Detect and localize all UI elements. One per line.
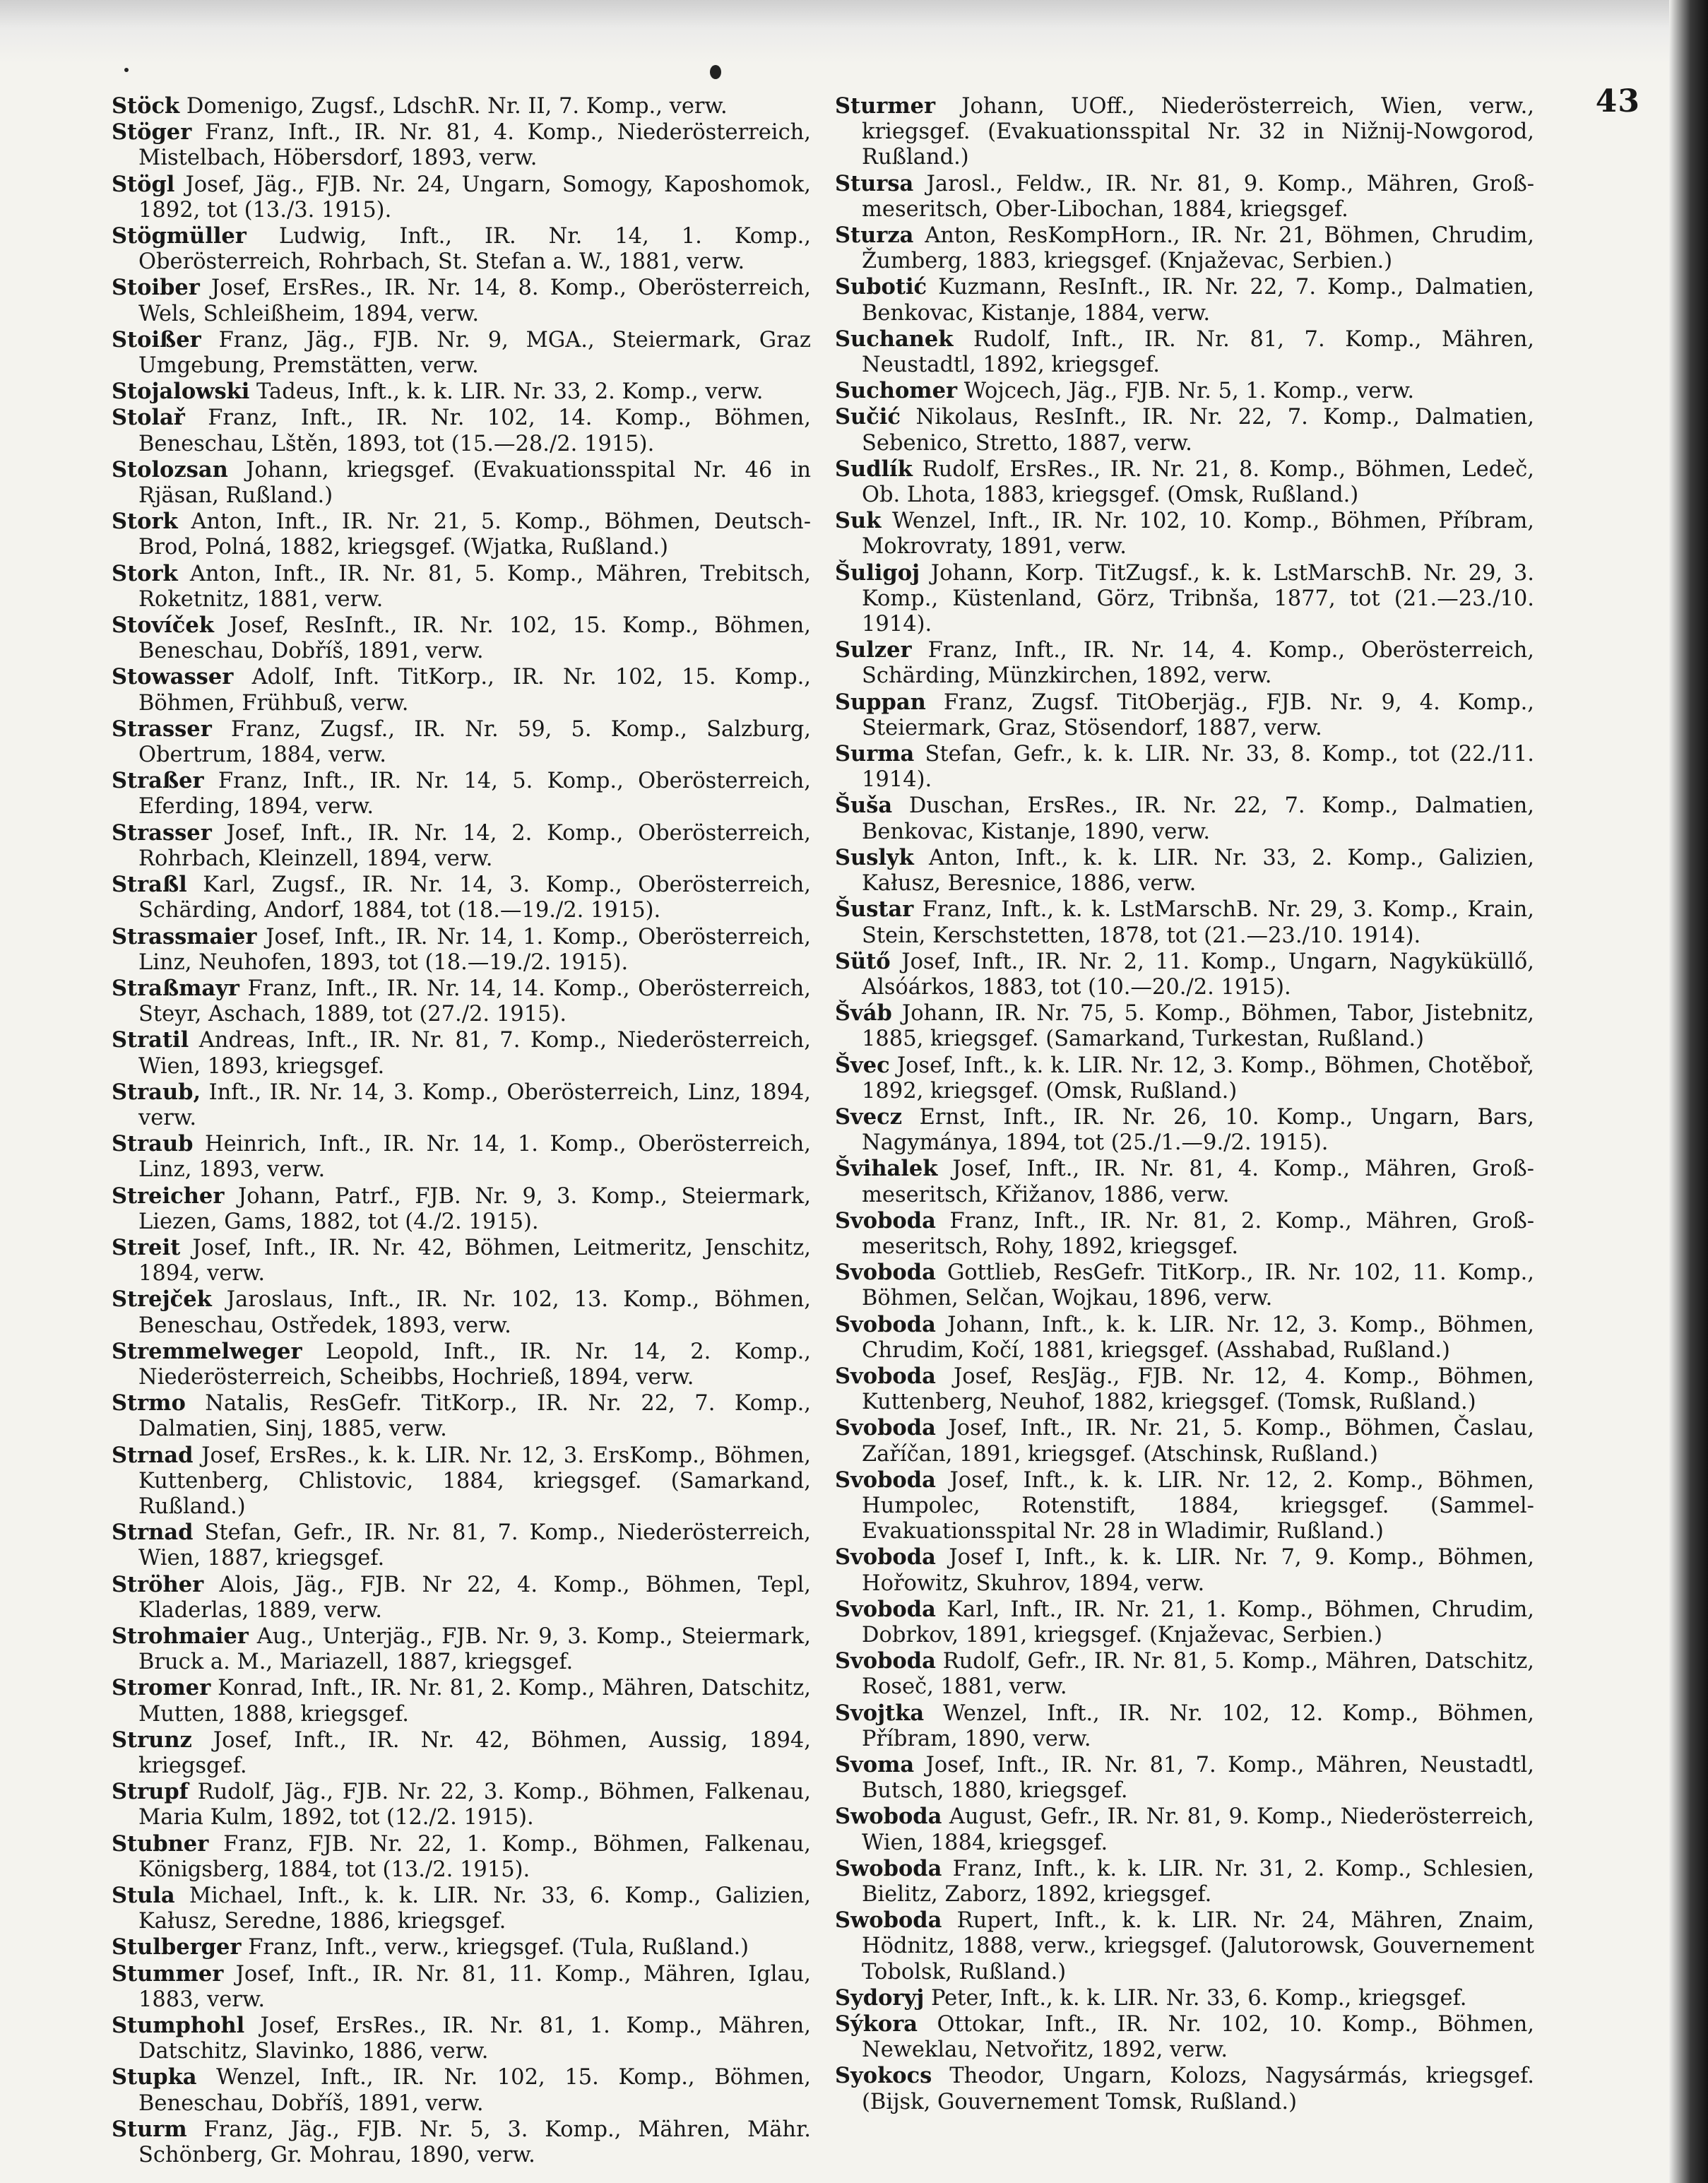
entry-surname: Suchanek xyxy=(835,326,954,352)
entry-details: Franz, Inft., IR. Nr. 14, 4. Komp., Oberösterreich, Schärding, Münzkirchen, 1892, verw. xyxy=(862,638,1534,689)
register-entry xyxy=(112,1339,811,1390)
entry-surname: Syokocs xyxy=(835,2063,932,2089)
entry-details: Josef, Inft., IR. Nr. 14, 2. Komp., Oberösterreich, Rohrbach, Kleinzell, 1894, verw. xyxy=(138,820,811,871)
register-entry xyxy=(112,1779,811,1830)
entry-surname: Stursa xyxy=(835,170,914,196)
register-entry xyxy=(835,1156,1534,1207)
entry-surname: Straßer xyxy=(112,768,204,794)
register-entry xyxy=(835,1104,1534,1156)
entry-details: Josef, Inft., IR. Nr. 2, 11. Komp., Ungarn, Nagyküküllő, Alsóárkos, 1883, tot (10.—20./2. 1915). xyxy=(862,949,1534,1000)
entry-details: Theodor, Ungarn, Kolozs, Nagysármás, kriegsgef. (Bijsk, Gouvernement Tomsk, Rußland.) xyxy=(862,2064,1534,2114)
entry-details: Domenigo, Zugsf., LdschR. Nr. II, 7. Komp., verw. xyxy=(186,94,728,119)
entry-surname: Svoboda xyxy=(835,1467,936,1493)
entry-surname: Šváb xyxy=(835,1000,892,1027)
entry-surname: Suchomer xyxy=(835,378,958,404)
entry-details: Wenzel, Inft., IR. Nr. 102, 15. Komp., Böhmen, Beneschau, Dobříš, 1891, verw. xyxy=(138,2065,811,2116)
entry-surname: Stork xyxy=(112,560,178,586)
register-entry xyxy=(112,1675,811,1727)
register-entry xyxy=(112,379,811,405)
register-entry xyxy=(112,1079,811,1131)
entry-details: Josef, ErsRes., k. k. LIR. Nr. 12, 3. ErsKomp., Böhmen, Kuttenberg, Chlistovic, 1884, kriegsgef. (Samarkand, Rußland.) xyxy=(138,1443,811,1519)
register-entry xyxy=(112,327,811,379)
entry-surname: Sudlík xyxy=(835,456,913,482)
entry-surname: Strasser xyxy=(112,716,212,742)
entry-details: Rudolf, Gefr., IR. Nr. 81, 5. Komp., Mähren, Datschitz, Roseč, 1881, verw. xyxy=(862,1649,1534,1700)
entry-surname: Sučić xyxy=(835,404,901,430)
register-entry xyxy=(835,404,1534,456)
entry-details: Ottokar, Inft., IR. Nr. 102, 10. Komp., Böhmen, Neweklau, Netvořitz, 1892, verw. xyxy=(862,2012,1534,2063)
register-entry xyxy=(835,1544,1534,1596)
register-entry xyxy=(112,768,811,820)
right-column xyxy=(835,93,1534,2115)
entry-details: Franz, Inft., IR. Nr. 14, 14. Komp., Oberösterreich, Steyr, Aschach, 1889, tot (27./2. 1915). xyxy=(138,976,811,1027)
register-entry xyxy=(112,2013,811,2064)
entry-details: Aug., Unterjäg., FJB. Nr. 9, 3. Komp., Steiermark, Bruck a. M., Mariazell, 1887, kriegsgef. xyxy=(138,1623,811,1675)
entry-surname: Strohmaier xyxy=(112,1623,249,1649)
register-entry xyxy=(835,1648,1534,1700)
entry-details: Stefan, Gefr., IR. Nr. 81, 7. Komp., Niederösterreich, Wien, 1887, kriegsgef. xyxy=(138,1520,812,1571)
entry-surname: Stolař xyxy=(112,405,185,431)
entry-details: Rudolf, Inft., IR. Nr. 81, 7. Komp., Mähren, Neustadtl, 1892, kriegsgef. xyxy=(862,326,1534,378)
entry-surname: Strunz xyxy=(112,1727,192,1753)
entry-details: Adolf, Inft. TitKorp., IR. Nr. 102, 15. Komp., Böhmen, Frühbuß, verw. xyxy=(138,665,811,716)
entry-surname: Svojtka xyxy=(835,1700,925,1726)
entry-details: Michael, Inft., k. k. LIR. Nr. 33, 6. Komp., Galizien, Kałusz, Seredne, 1886, kriegsgef. xyxy=(138,1883,811,1934)
entry-surname: Sütő xyxy=(835,948,891,974)
register-entry xyxy=(112,1934,811,1960)
register-entry xyxy=(112,509,811,560)
entry-details: Josef, Inft., k. k. LIR. Nr. 12, 2. Komp., Böhmen, Humpolec, Rotenstift, 1884, kriegsgef. (Sammel-Evakuationsspital Nr. 28 in Wladimir, Rußland.) xyxy=(862,1467,1535,1544)
entry-surname: Stowasser xyxy=(112,664,234,690)
entry-surname: Stoiber xyxy=(112,275,200,301)
entry-surname: Sýkora xyxy=(835,2011,918,2037)
entry-details: Anton, Inft., IR. Nr. 81, 5. Komp., Mähren, Trebitsch, Roketnitz, 1881, verw. xyxy=(138,561,811,612)
entry-details: Natalis, ResGefr. TitKorp., IR. Nr. 22, 7. Komp., Dalmatien, Sinj, 1885, verw. xyxy=(138,1391,811,1442)
entry-details: Franz, Inft., IR. Nr. 81, 2. Komp., Mähren, Groß-meseritsch, Rohy, 1892, kriegsgef. xyxy=(862,1208,1535,1259)
entry-surname: Stolozsan xyxy=(112,456,228,483)
entry-details: Alois, Jäg., FJB. Nr 22, 4. Komp., Böhmen, Tepl, Kladerlas, 1889, verw. xyxy=(138,1572,811,1623)
entry-details: Franz, Inft., verw., kriegsgef. (Tula, Rußland.) xyxy=(248,1935,749,1960)
entry-surname: Stöck xyxy=(112,93,180,119)
register-entry xyxy=(835,1053,1534,1104)
entry-details: Jaroslaus, Inft., IR. Nr. 102, 13. Komp., Böhmen, Beneschau, Ostředek, 1893, verw. xyxy=(138,1287,811,1338)
entry-details: Josef, ResJäg., FJB. Nr. 12, 4. Komp., Böhmen, Kuttenberg, Neuhof, 1882, kriegsgef. (Tomsk, Rußland.) xyxy=(862,1363,1534,1415)
entry-surname: Streit xyxy=(112,1234,181,1260)
register-entry xyxy=(835,1985,1534,2011)
entry-details: Johann, UOff., Niederösterreich, Wien, verw., kriegsgef. (Evakuationsspital Nr. 32 in Nižnij-Nowgorod, Rußland.) xyxy=(862,94,1534,170)
entry-surname: Šuša xyxy=(835,793,893,819)
register-entry xyxy=(835,793,1534,844)
register-entry xyxy=(112,1623,811,1675)
entry-surname: Svoboda xyxy=(835,1363,936,1389)
entry-surname: Svoboda xyxy=(835,1311,936,1337)
entry-details: Andreas, Inft., IR. Nr. 81, 7. Komp., Niederösterreich, Wien, 1893, kriegsgef. xyxy=(138,1028,811,1079)
entry-surname: Stula xyxy=(112,1883,175,1909)
entry-surname: Svecz xyxy=(835,1104,903,1130)
entry-details: Rudolf, Jäg., FJB. Nr. 22, 3. Komp., Böhmen, Falkenau, Maria Kulm, 1892, tot (12./2. 1915). xyxy=(138,1780,811,1830)
register-entry xyxy=(112,2117,811,2168)
entry-surname: Suppan xyxy=(835,689,926,715)
register-entry xyxy=(112,1390,811,1442)
entry-details: Stefan, Gefr., k. k. LIR. Nr. 33, 8. Komp., tot (22./11. 1914). xyxy=(862,742,1534,793)
register-entry xyxy=(112,457,811,509)
entry-details: Josef, Inft., IR. Nr. 81, 11. Komp., Mähren, Iglau, 1883, verw. xyxy=(138,1961,811,2012)
entry-details: Jarosl., Feldw., IR. Nr. 81, 9. Komp., Mähren, Groß-meseritsch, Ober-Libochan, 1884, kriegsgef. xyxy=(862,171,1534,222)
register-entry xyxy=(835,690,1534,741)
entry-surname: Subotić xyxy=(835,274,927,300)
entry-surname: Svoboda xyxy=(835,1260,936,1286)
entry-details: Josef, Inft., IR. Nr. 81, 7. Komp., Mähren, Neustadtl, Butsch, 1880, kriegsgef. xyxy=(862,1753,1534,1804)
entry-surname: Sulzer xyxy=(835,637,912,663)
entry-details: Kuzmann, ResInft., IR. Nr. 22, 7. Komp., Dalmatien, Benkovac, Kistanje, 1884, verw. xyxy=(862,275,1534,326)
entry-surname: Suslyk xyxy=(835,844,914,870)
register-entry xyxy=(835,741,1534,793)
entry-details: Gottlieb, ResGefr. TitKorp., IR. Nr. 102, 11. Komp., Böhmen, Selčan, Wojkau, 1896, verw. xyxy=(862,1260,1534,1311)
entry-details: Franz, Inft., IR. Nr. 14, 5. Komp., Oberösterreich, Eferding, 1894, verw. xyxy=(138,769,811,820)
register-entry xyxy=(835,326,1534,378)
entry-surname: Streicher xyxy=(112,1183,225,1209)
register-entry xyxy=(835,949,1534,1000)
register-entry xyxy=(112,872,811,923)
entry-details: Anton, Inft., k. k. LIR. Nr. 33, 2. Komp., Galizien, Kałusz, Beresnice, 1886, verw. xyxy=(862,845,1534,897)
register-entry xyxy=(835,1208,1534,1260)
entry-details: Leopold, Inft., IR. Nr. 14, 2. Komp., Niederösterreich, Scheibbs, Hochrieß, 1894, verw. xyxy=(138,1339,811,1390)
left-column xyxy=(112,93,811,2168)
register-entry xyxy=(112,1831,811,1883)
entry-surname: Svoboda xyxy=(835,1596,936,1622)
entry-details: Josef, Inft., IR. Nr. 42, Böhmen, Leitmeritz, Jenschitz, 1894, verw. xyxy=(138,1235,811,1286)
register-entry xyxy=(112,1443,811,1520)
register-entry xyxy=(835,560,1534,638)
entry-surname: Stumphohl xyxy=(112,2013,245,2039)
entry-details: Josef, Jäg., FJB. Nr. 24, Ungarn, Somogy, Kaposhomok, 1892, tot (13./3. 1915). xyxy=(138,172,811,223)
register-entry xyxy=(112,1520,811,1571)
entry-details: Karl, Inft., IR. Nr. 21, 1. Komp., Böhmen, Chrudim, Dobrkov, 1891, kriegsgef. (Knjaževac, Serbien.) xyxy=(862,1597,1534,1647)
register-entry xyxy=(112,1183,811,1235)
entry-surname: Surma xyxy=(835,741,915,767)
entry-details: Josef, ResInft., IR. Nr. 102, 15. Komp., Böhmen, Beneschau, Dobříš, 1891, verw. xyxy=(138,613,811,664)
entry-surname: Ströher xyxy=(112,1571,204,1597)
ink-speck xyxy=(124,68,129,72)
entry-surname: Strasser xyxy=(112,820,212,846)
entry-details: Wenzel, Inft., IR. Nr. 102, 12. Komp., Böhmen, Příbram, 1890, verw. xyxy=(862,1700,1534,1751)
entry-surname: Švihalek xyxy=(835,1156,938,1182)
register-entry xyxy=(835,171,1534,223)
entry-details: Josef, Inft., IR. Nr. 14, 1. Komp., Oberösterreich, Linz, Neuhofen, 1893, tot (18.—19./2. 1915). xyxy=(138,924,811,975)
ink-speck xyxy=(710,65,721,79)
register-entry xyxy=(835,2063,1534,2114)
register-entry xyxy=(112,976,811,1027)
entry-details: Johann, Inft., k. k. LIR. Nr. 12, 3. Komp., Böhmen, Chrudim, Kočí, 1881, kriegsgef. (Asshabad, Rußland.) xyxy=(862,1312,1534,1363)
entry-details: Josef, ErsRes., IR. Nr. 81, 1. Komp., Mähren, Datschitz, Slavinko, 1886, verw. xyxy=(138,2013,811,2064)
register-entry xyxy=(112,613,811,664)
register-entry xyxy=(835,456,1534,508)
entry-details: Johann, Patrf., FJB. Nr. 9, 3. Komp., Steiermark, Liezen, Gams, 1882, tot (4./2. 1915). xyxy=(138,1183,811,1234)
entry-surname: Šustar xyxy=(835,897,914,923)
entry-surname: Švec xyxy=(835,1052,890,1078)
entry-surname: Stupka xyxy=(112,2064,197,2090)
register-entry xyxy=(112,223,811,275)
entry-details: August, Gefr., IR. Nr. 81, 9. Komp., Niederösterreich, Wien, 1884, kriegsgef. xyxy=(862,1804,1534,1855)
entry-surname: Svoboda xyxy=(835,1648,936,1674)
register-entry xyxy=(835,1467,1534,1545)
entry-surname: Šuligoj xyxy=(835,560,920,586)
register-entry xyxy=(835,1415,1534,1467)
page-number: 43 xyxy=(1595,83,1640,119)
entry-surname: Svoma xyxy=(835,1752,915,1777)
entry-surname: Strnad xyxy=(112,1520,194,1546)
entry-surname: Straub xyxy=(112,1131,194,1157)
entry-details: Franz, Zugsf., IR. Nr. 59, 5. Komp., Salzburg, Obertrum, 1884, verw. xyxy=(138,716,811,768)
register-entry xyxy=(112,1961,811,2013)
entry-details: Heinrich, Inft., IR. Nr. 14, 1. Komp., Oberösterreich, Linz, 1893, verw. xyxy=(138,1132,811,1183)
entry-details: Ernst, Inft., IR. Nr. 26, 10. Komp., Ungarn, Bars, Nagymánya, 1894, tot (25./1.—9./2. 1915). xyxy=(862,1104,1534,1156)
entry-surname: Stubner xyxy=(112,1830,209,1857)
entry-details: Franz, Jäg., FJB. Nr. 9, MGA., Steiermark, Graz Umgebung, Premstätten, verw. xyxy=(138,327,812,379)
register-entry xyxy=(835,1907,1534,1985)
entry-surname: Strassmaier xyxy=(112,923,257,949)
entry-surname: Stromer xyxy=(112,1675,211,1701)
entry-surname: Sturmer xyxy=(835,93,936,119)
register-entry xyxy=(112,1027,811,1079)
entry-details: Franz, Inft., IR. Nr. 81, 4. Komp., Niederösterreich, Mistelbach, Höbersdorf, 1893, verw. xyxy=(138,120,811,171)
entry-surname: Straßmayr xyxy=(112,975,239,1001)
entry-details: Wojcech, Jäg., FJB. Nr. 5, 1. Komp., verw. xyxy=(963,379,1415,404)
entry-details: Duschan, ErsRes., IR. Nr. 22, 7. Komp., Dalmatien, Benkovac, Kistanje, 1890, verw. xyxy=(862,793,1534,844)
register-entry xyxy=(112,716,811,768)
entry-surname: Stummer xyxy=(112,1960,224,1987)
register-entry xyxy=(112,1131,811,1183)
entry-details: Rudolf, ErsRes., IR. Nr. 21, 8. Komp., Böhmen, Ledeč, Ob. Lhota, 1883, kriegsgef. (Omsk, Rußland.) xyxy=(862,456,1534,508)
entry-surname: Swoboda xyxy=(835,1804,942,1830)
entry-details: Josef, Inft., IR. Nr. 42, Böhmen, Aussig, 1894, kriegsgef. xyxy=(138,1727,811,1778)
entry-surname: Strupf xyxy=(112,1779,189,1805)
entry-details: Inft., IR. Nr. 14, 3. Komp., Oberösterreich, Linz, 1894, verw. xyxy=(138,1079,811,1130)
entry-details: Ludwig, Inft., IR. Nr. 14, 1. Komp., Oberösterreich, Rohrbach, St. Stefan a. W., 1881, verw. xyxy=(138,224,811,275)
entry-surname: Straub, xyxy=(112,1079,201,1105)
entry-details: Konrad, Inft., IR. Nr. 81, 2. Komp., Mähren, Datschitz, Mutten, 1888, kriegsgef. xyxy=(138,1676,811,1727)
entry-details: Peter, Inft., k. k. LIR. Nr. 33, 6. Komp., kriegsgef. xyxy=(930,1985,1467,2011)
entry-surname: Svoboda xyxy=(835,1544,936,1570)
entry-details: Wenzel, Inft., IR. Nr. 102, 10. Komp., Böhmen, Příbram, Mokrovraty, 1891, verw. xyxy=(862,509,1535,560)
entry-details: Franz, Inft., k. k. LstMarschB. Nr. 29, 3. Komp., Krain, Stein, Kerschstetten, 1878, tot (21.—23./10. 1914). xyxy=(862,897,1534,948)
entry-surname: Stremmelweger xyxy=(112,1338,302,1364)
entry-surname: Svoboda xyxy=(835,1207,936,1234)
register-entry xyxy=(112,93,811,119)
entry-surname: Stovíček xyxy=(112,613,214,639)
entry-surname: Stork xyxy=(112,509,178,535)
register-entry xyxy=(112,1727,811,1779)
entry-details: Josef, Inft., k. k. LIR. Nr. 12, 3. Komp., Böhmen, Chotěboř, 1892, kriegsgef. (Omsk, Rußland.) xyxy=(862,1053,1535,1104)
register-entry xyxy=(835,897,1534,948)
register-entry xyxy=(835,1000,1534,1052)
entry-surname: Stojalowski xyxy=(112,379,250,405)
entry-surname: Straßl xyxy=(112,872,187,898)
entry-details: Josef I, Inft., k. k. LIR. Nr. 7, 9. Komp., Böhmen, Hořowitz, Skuhrov, 1894, verw. xyxy=(862,1545,1535,1596)
entry-details: Josef, Inft., IR. Nr. 21, 5. Komp., Böhmen, Časlau, Zaříčan, 1891, kriegsgef. (Atschinsk, Rußland.) xyxy=(862,1416,1534,1467)
entry-surname: Suk xyxy=(835,508,882,534)
entry-details: Johann, Korp. TitZugsf., k. k. LstMarschB. Nr. 29, 3. Komp., Küstenland, Görz, Tribnša, 1877, tot (21.—23./10. 1914). xyxy=(862,560,1534,637)
register-entry xyxy=(835,508,1534,560)
entry-surname: Stögl xyxy=(112,171,175,197)
entry-surname: Stögmüller xyxy=(112,223,247,249)
register-entry xyxy=(112,924,811,976)
register-entry xyxy=(835,274,1534,326)
entry-surname: Svoboda xyxy=(835,1415,936,1441)
register-entry xyxy=(112,664,811,716)
entry-details: Franz, Jäg., FJB. Nr. 5, 3. Komp., Mähren, Mähr. Schönberg, Gr. Mohrau, 1890, verw. xyxy=(138,2117,811,2168)
register-entry xyxy=(112,561,811,613)
entry-details: Nikolaus, ResInft., IR. Nr. 22, 7. Komp., Dalmatien, Sebenico, Stretto, 1887, verw. xyxy=(862,405,1534,456)
entry-details: Franz, Zugsf. TitOberjäg., FJB. Nr. 9, 4. Komp., Steiermark, Graz, Stösendorf, 1887, verw. xyxy=(862,690,1534,740)
entry-surname: Sturm xyxy=(112,2116,187,2142)
register-entry xyxy=(835,223,1534,274)
entry-details: Johann, kriegsgef. (Evakuationsspital Nr. 46 in Rjäsan, Rußland.) xyxy=(138,457,811,509)
entry-surname: Stöger xyxy=(112,119,192,146)
entry-details: Franz, FJB. Nr. 22, 1. Komp., Böhmen, Falkenau, Königsberg, 1884, tot (13./2. 1915). xyxy=(138,1831,811,1882)
entry-surname: Strnad xyxy=(112,1442,194,1468)
register-entry xyxy=(112,820,811,872)
register-entry xyxy=(112,119,811,171)
register-entry xyxy=(835,637,1534,689)
register-entry xyxy=(835,1260,1534,1311)
entry-details: Johann, IR. Nr. 75, 5. Komp., Böhmen, Tabor, Jistebnitz, 1885, kriegsgef. (Samarkand, Turkestan, Rußland.) xyxy=(862,1001,1534,1052)
entry-surname: Stulberger xyxy=(112,1934,242,1960)
entry-details: Anton, ResKompHorn., IR. Nr. 21, Böhmen, Chrudim, Žumberg, 1883, kriegsgef. (Knjaževac, Serbien.) xyxy=(862,223,1534,274)
entry-details: Franz, Inft., IR. Nr. 102, 14. Komp., Böhmen, Beneschau, Lštěn, 1893, tot (15.—28./2. 1915). xyxy=(138,406,811,456)
register-entry xyxy=(112,1572,811,1623)
register-entry xyxy=(835,1700,1534,1752)
entry-details: Rupert, Inft., k. k. LIR. Nr. 24, Mähren, Znaim, Hödnitz, 1888, verw., kriegsgef. (Jalutorowsk, Gouvernement Tobolsk, Rußland.) xyxy=(862,1908,1535,1984)
entry-details: Karl, Zugsf., IR. Nr. 14, 3. Komp., Oberösterreich, Schärding, Andorf, 1884, tot (18.—19./2. 1915). xyxy=(138,872,811,923)
register-entry xyxy=(835,1752,1534,1804)
register-entry xyxy=(835,378,1534,404)
register-entry xyxy=(112,405,811,456)
entry-surname: Stratil xyxy=(112,1027,189,1053)
entry-surname: Strejček xyxy=(112,1286,212,1313)
register-entry xyxy=(112,275,811,326)
entry-surname: Stoißer xyxy=(112,326,201,353)
register-entry xyxy=(835,845,1534,897)
register-entry xyxy=(112,1235,811,1286)
register-entry xyxy=(835,2011,1534,2063)
register-entry xyxy=(112,1286,811,1338)
entry-surname: Strmo xyxy=(112,1390,186,1416)
register-entry xyxy=(835,1804,1534,1855)
page-edge-shadow xyxy=(1669,0,1708,2183)
entry-surname: Sydoryj xyxy=(835,1984,925,2011)
register-entry xyxy=(835,1312,1534,1363)
entry-surname: Sturza xyxy=(835,223,914,249)
register-entry xyxy=(835,1363,1534,1415)
register-entry xyxy=(835,1856,1534,1907)
register-entry xyxy=(835,1597,1534,1648)
entry-details: Franz, Inft., k. k. LIR. Nr. 31, 2. Komp., Schlesien, Bielitz, Zaborz, 1892, kriegsgef. xyxy=(862,1856,1534,1907)
register-entry xyxy=(112,1883,811,1934)
entry-details: Josef, ErsRes., IR. Nr. 14, 8. Komp., Oberösterreich, Wels, Schleißheim, 1894, verw. xyxy=(138,276,811,326)
register-entry xyxy=(835,93,1534,171)
entry-details: Josef, Inft., IR. Nr. 81, 4. Komp., Mähren, Groß-meseritsch, Křižanov, 1886, verw. xyxy=(862,1156,1534,1207)
entry-details: Tadeus, Inft., k. k. LIR. Nr. 33, 2. Komp., verw. xyxy=(256,379,764,405)
entry-surname: Swoboda xyxy=(835,1907,942,1934)
entry-surname: Swoboda xyxy=(835,1855,942,1881)
entry-details: Anton, Inft., IR. Nr. 21, 5. Komp., Böhmen, Deutsch-Brod, Polná, 1882, kriegsgef. (Wjatka, Rußland.) xyxy=(138,509,811,560)
register-entry xyxy=(112,172,811,223)
register-entry xyxy=(112,2064,811,2116)
